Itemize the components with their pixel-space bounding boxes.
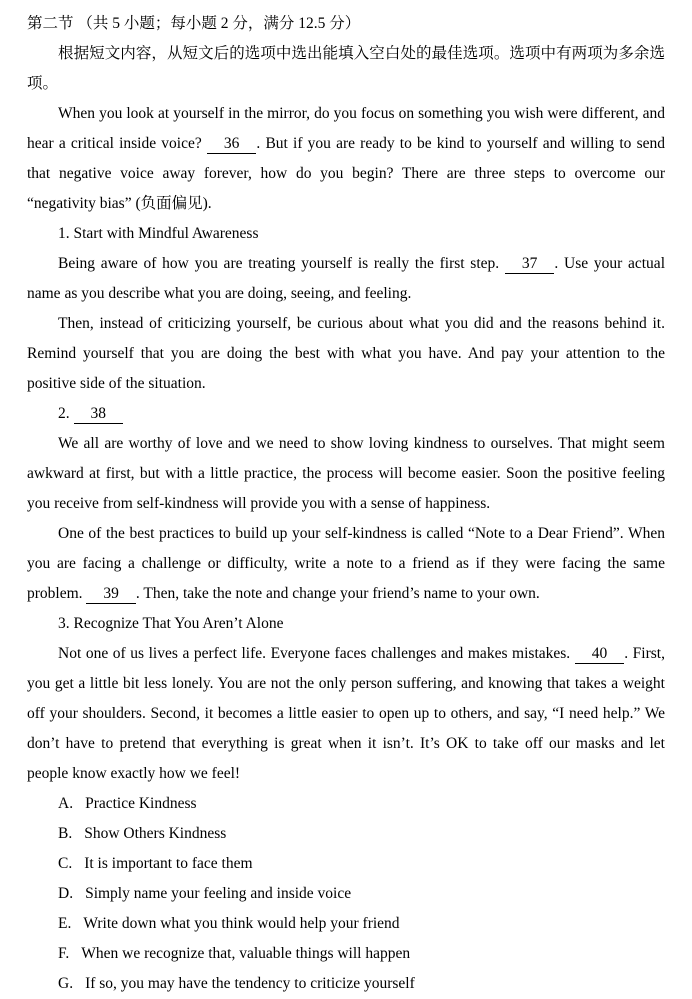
option-letter: A. [58, 795, 74, 812]
option-letter: E. [58, 915, 72, 932]
option-text: It is important to face them [84, 855, 253, 872]
option-letter: G. [58, 975, 74, 992]
subheading-2 [27, 399, 665, 429]
paragraph-text: Not one of us lives a perfect life. Everyone faces challenges and makes mistakes. [58, 645, 575, 662]
option-text: If so, you may have the tendency to criticize yourself [85, 975, 415, 992]
blank-37: 37 [505, 255, 555, 274]
option-letter: F. [58, 945, 70, 962]
passage-paragraph-6 [27, 639, 665, 789]
option-text: Simply name your feeling and inside voice [85, 885, 352, 902]
blank-36: 36 [207, 135, 257, 154]
subheading-3: 3. Recognize That You Aren’t Alone [58, 615, 284, 632]
paragraph-text: Being aware of how you are treating yourself is really the first step. [58, 255, 505, 272]
passage-paragraph-3: Then, instead of criticizing yourself, be curious about what you did and the reasons behind it. Remind yourself that you are doing the best with what you have. And pay your attention to the positive side of the situation. [27, 315, 665, 392]
paragraph-text: 2. [58, 405, 74, 422]
passage-paragraph-5 [27, 519, 665, 609]
passage-paragraph-2 [27, 249, 665, 309]
option-letter: D. [58, 885, 74, 902]
option-row-g [27, 969, 665, 999]
option-letter: C. [58, 855, 73, 872]
option-letter: B. [58, 825, 73, 842]
passage-paragraph-1 [27, 99, 665, 219]
blank-38: 38 [74, 405, 124, 424]
option-text: Write down what you think would help your friend [83, 915, 400, 932]
subheading-1: 1. Start with Mindful Awareness [58, 225, 259, 242]
paragraph-text: . Use your actual name as you describe what you are doing, seeing, and feeling. [27, 255, 665, 302]
option-text: When we recognize that, valuable things will happen [81, 945, 411, 962]
instructions: 根据短文内容，从短文后的选项中选出能填入空白处的最佳选项。选项中有两项为多余选项。 [27, 45, 665, 92]
option-row-e [27, 909, 665, 939]
option-text: Show Others Kindness [84, 825, 227, 842]
option-row-f [27, 939, 665, 969]
paragraph-text: When you look at yourself in the mirror, do you focus on something you wish were different, and hear a critical inside voice? [27, 105, 665, 152]
option-row-d [27, 879, 665, 909]
paragraph-text: . Then, take the note and change your friend’s name to your own. [135, 585, 540, 602]
option-row-c [27, 849, 665, 879]
paragraph-text: . But if you are ready to be kind to yourself and willing to send that negative voice away forever, how do you begin? There are three steps to overcome our “negativity bias” (负面偏见). [27, 135, 665, 212]
blank-40: 40 [575, 645, 625, 664]
section-heading: 第二节 （共 5 小题；每小题 2 分，满分 12.5 分） [27, 15, 361, 32]
option-text: Practice Kindness [85, 795, 197, 812]
option-row-a [27, 789, 665, 819]
blank-39: 39 [86, 585, 136, 604]
paragraph-text: One of the best practices to build up your self-kindness is called “Note to a Dear Friend”. When you are facing a challenge or difficulty, write a note to a friend as if they were facing the same problem. [27, 525, 665, 602]
paragraph-text: . First, you get a little bit less lonely. You are not the only person suffering, and knowing that takes a weight off your shoulders. Second, it becomes a little easier to open up to others, and say, “I need help.” We don’t have to pretend that everything is great when it isn’t. It’s OK to take off our masks and let people know exactly how we feel! [27, 645, 665, 782]
passage-paragraph-4: We all are worthy of love and we need to show loving kindness to ourselves. That might seem awkward at first, but with a little practice, the process will become easier. Soon the positive feeling you receive from self-kindness will provide you with a sense of happiness. [27, 435, 665, 512]
option-row-b [27, 819, 665, 849]
